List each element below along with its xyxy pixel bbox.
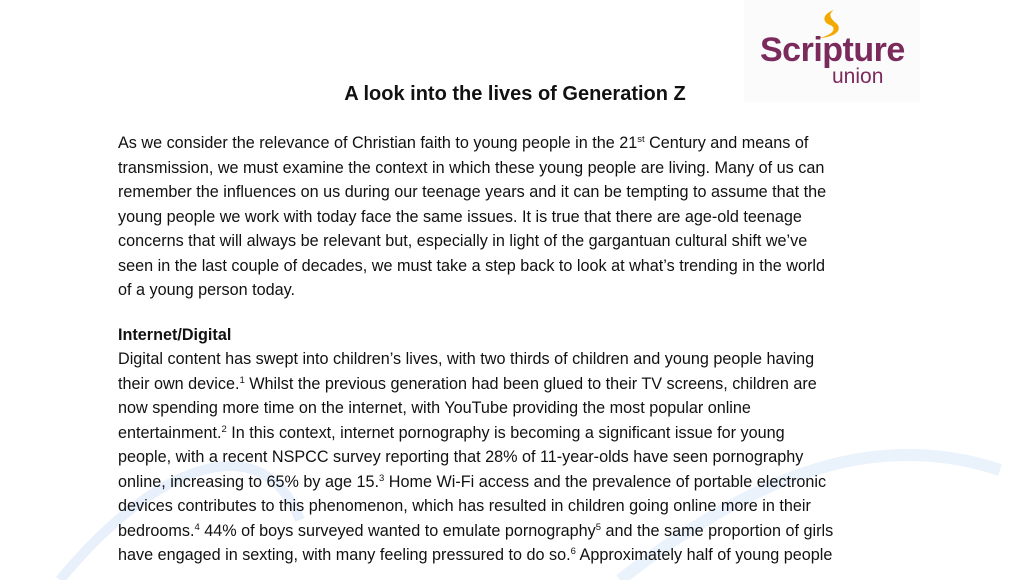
section-text-line: their own device.$^1$ Whilst the previous generation had been glued to their TV screens, children are — [118, 374, 817, 393]
section-paragraph — [118, 347, 918, 568]
intro-text-line: young people we work with today face the same issues. It is true that there are age-old teenage — [118, 207, 802, 226]
logo-text-union: union — [832, 65, 884, 88]
footnote-marker: 4 — [194, 521, 200, 533]
intro-text-line: As we consider the relevance of Christian faith to young people in the 21st Century and means of — [118, 134, 809, 152]
footnote-marker: 5 — [595, 521, 602, 533]
section-heading-internet-digital: Internet/Digital — [118, 325, 232, 344]
section-text-line: devices contributes to this phenomenon, which has resulted in children going online more in their — [118, 497, 811, 515]
footnote-marker: st — [637, 134, 645, 145]
document-body — [118, 131, 918, 568]
intro-text-line: concerns that will always be relevant but, especially in light of the gargantuan cultural shift we’ve — [118, 232, 808, 250]
footnote-marker: 6 — [570, 546, 576, 557]
section-text-line: bedrooms.$^4$ 44% of boys surveyed wanted to emulate pornography$^5$ and the same proportion of girls — [118, 521, 834, 540]
section-text-line: entertainment.$^2$ In this context, internet pornography is becoming a significant issue for young — [118, 423, 785, 442]
section-text-line: online, increasing to 65% by age 15.$^3$ Home Wi-Fi access and the prevalence of portable electronic — [118, 472, 827, 491]
intro-text-line: transmission, we must examine the context in which these young people are living. Many of us can — [118, 158, 825, 177]
intro-text-line: seen in the last couple of decades, we must take a step back to look at what’s trending in the world — [118, 256, 825, 275]
footnote-marker: 2 — [221, 423, 227, 435]
paragraph-gap — [118, 303, 918, 323]
footnote-marker: 3 — [378, 472, 385, 484]
footnote-marker: 1 — [239, 374, 245, 386]
section-text-line: have engaged in sexting, with many feeling pressured to do so.$^6$ Approximately half of young people — [118, 546, 833, 564]
intro-text-line: remember the influences on us during our teenage years and it can be tempting to assume that the — [118, 183, 827, 201]
section-text-line: Digital content has swept into children’s lives, with two thirds of children and young people having — [118, 350, 815, 368]
document-title: A look into the lives of Generation Z — [344, 83, 686, 105]
intro-paragraph — [118, 131, 918, 303]
section-text-line: people, with a recent NSPCC survey reporting that 28% of 11-year-olds have seen pornography — [118, 448, 804, 466]
section-text-line: now spending more time on the internet, with YouTube providing the most popular online — [118, 399, 751, 417]
logo-text-scripture: Scripture — [760, 31, 905, 69]
intro-text-line: of a young person today. — [118, 281, 295, 299]
